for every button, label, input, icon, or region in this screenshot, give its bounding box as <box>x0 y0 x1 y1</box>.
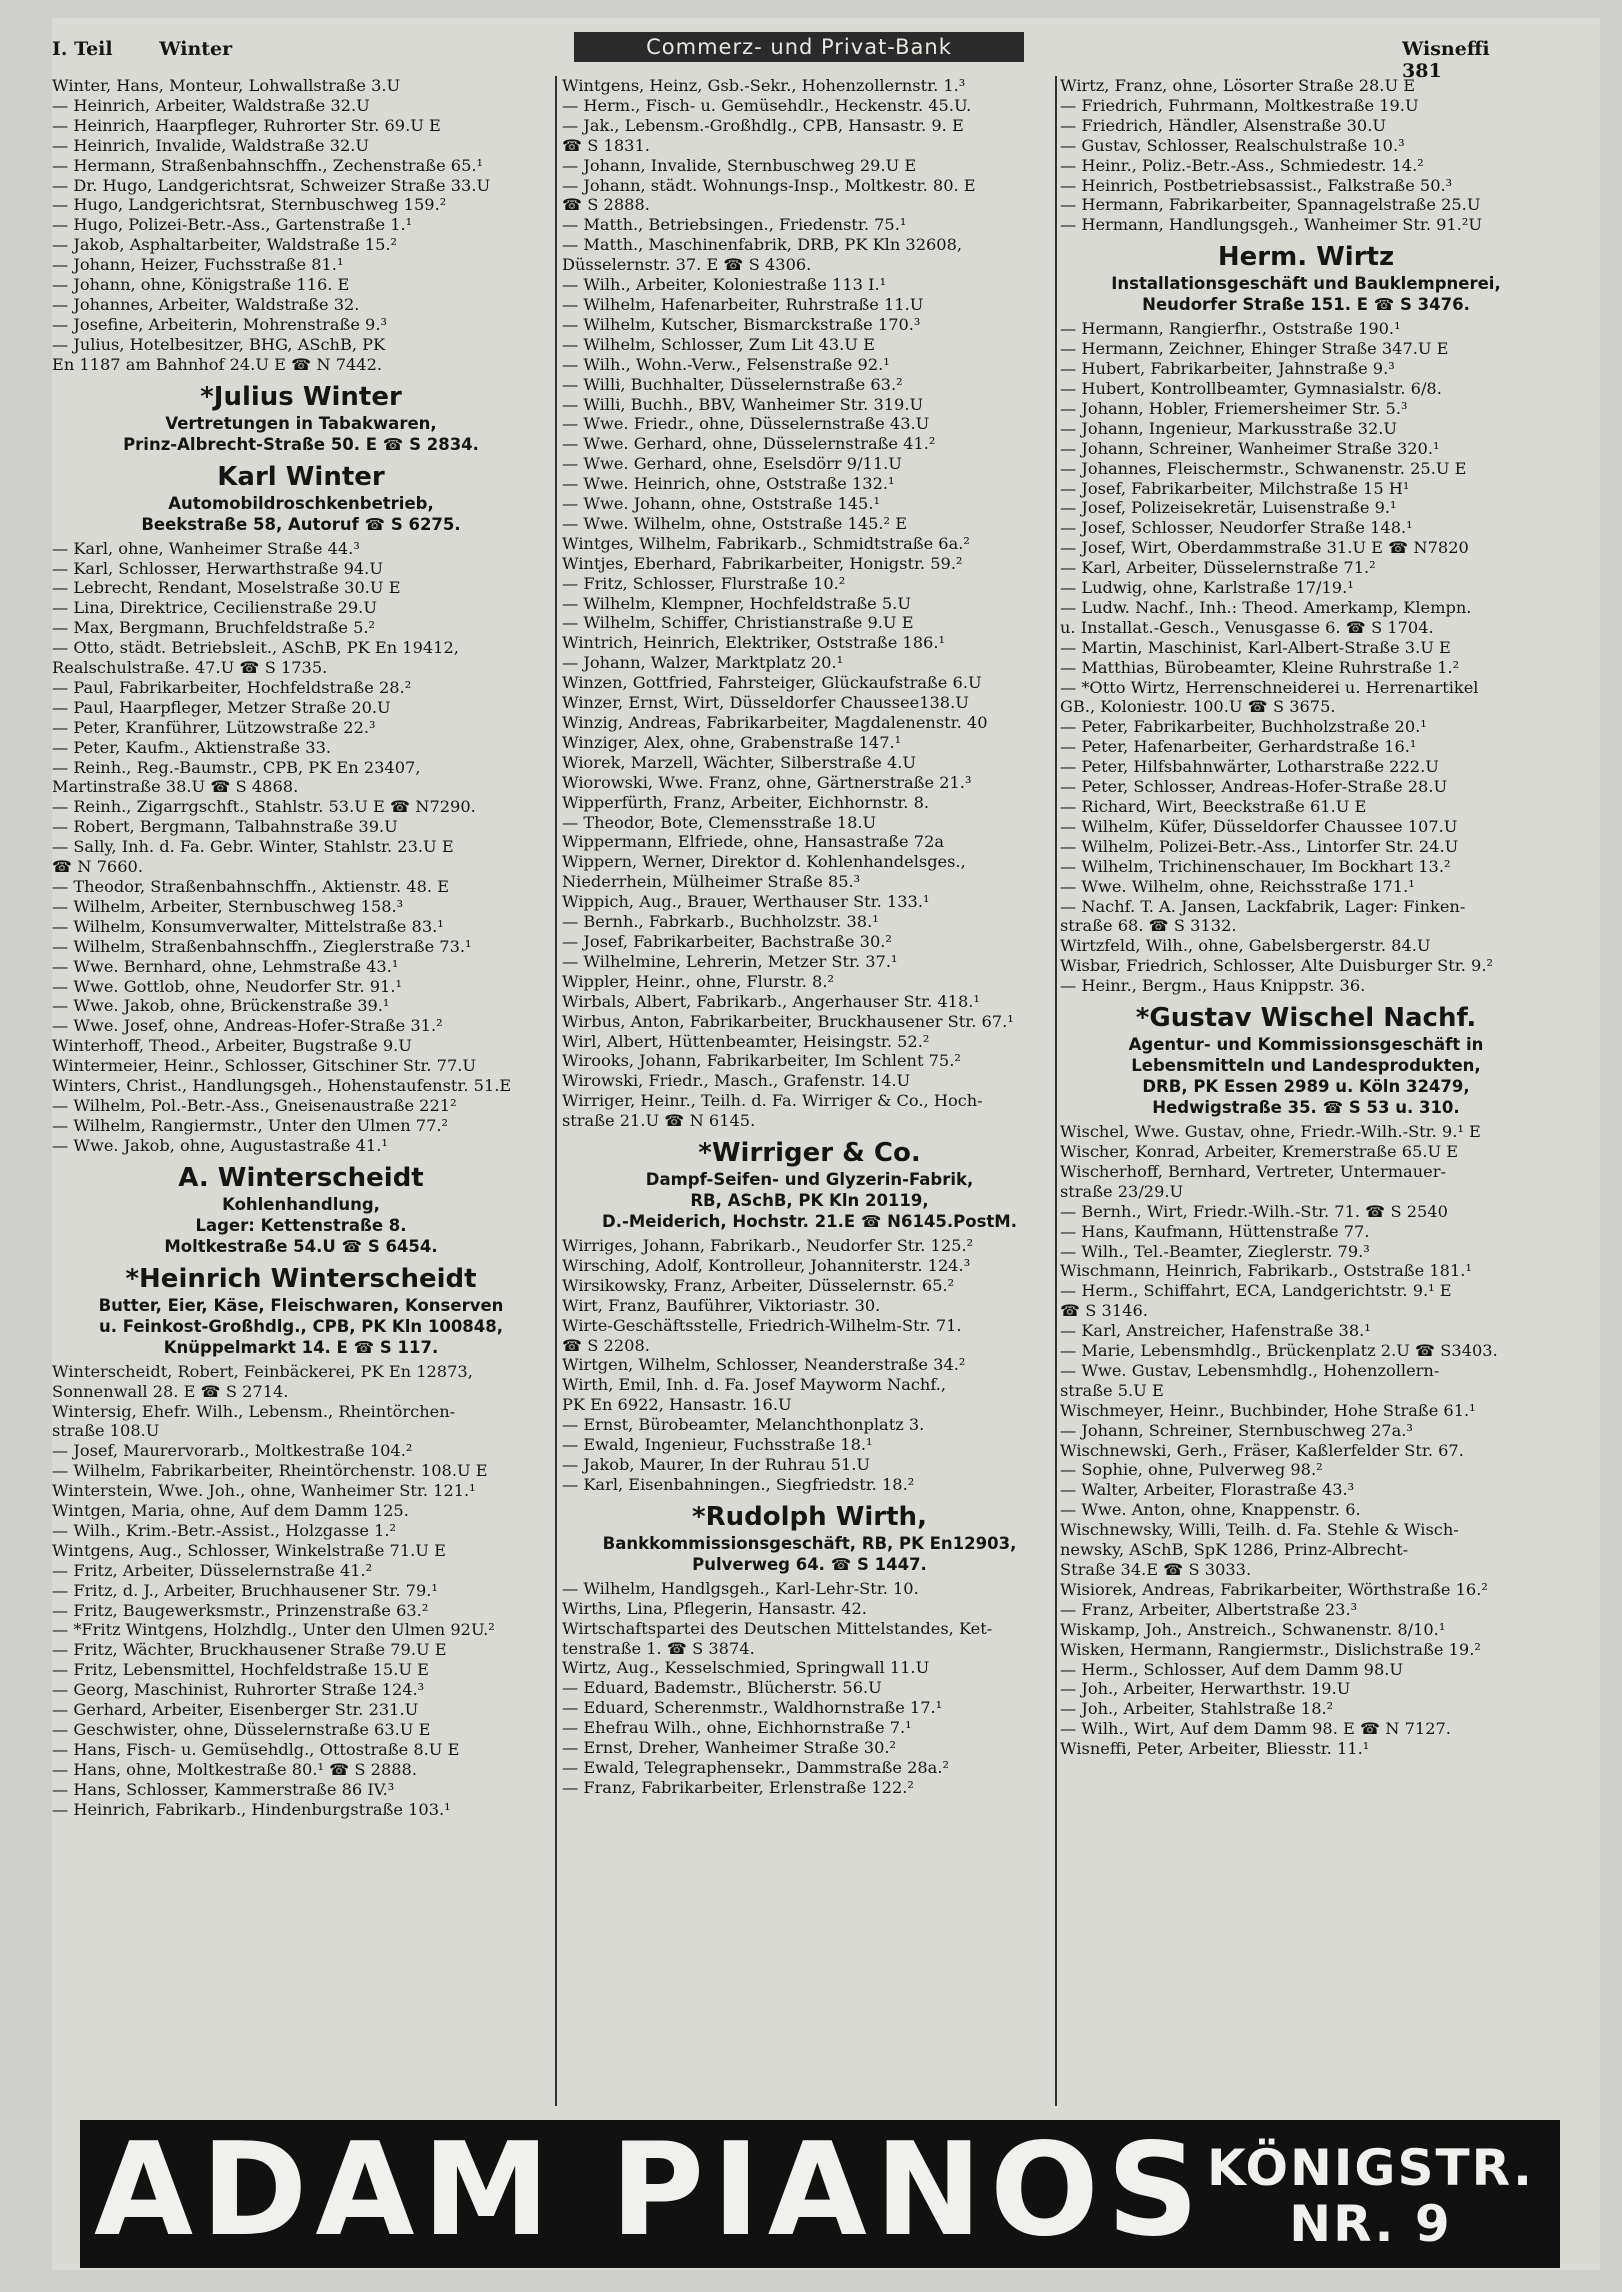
directory-entry: Wiskamp, Joh., Anstreich., Schwanenstr. 8/10.¹ <box>1060 1619 1446 1639</box>
ad-title: *Wirriger & Co. <box>698 1138 921 1169</box>
directory-entry: — Wwe. Gerhard, ohne, Düsselernstraße 41.² <box>562 434 936 454</box>
directory-entry: — Hermann, Straßenbahnschffn., Zechenstraße 65.¹ <box>52 155 484 175</box>
ad-line: Kohlenhandlung, <box>222 1194 380 1214</box>
directory-entry: — Ewald, Ingenieur, Fuchsstraße 18.¹ <box>562 1435 873 1455</box>
directory-entry: — *Otto Wirtz, Herrenschneiderei u. Herrenartikel <box>1060 677 1479 697</box>
directory-entry: Wippern, Werner, Direktor d. Kohlenhandelsges., <box>562 852 966 872</box>
directory-entry: — Jak., Lebensm.-Großhdlg., CPB, Hansastr. 9. E <box>562 115 964 135</box>
directory-entry: Wintgens, Aug., Schlosser, Winkelstraße 71.U E <box>52 1540 446 1560</box>
directory-entry: — Wwe. Bernhard, ohne, Lehmstraße 43.¹ <box>52 956 399 976</box>
directory-entry: — Fritz, Lebensmittel, Hochfeldstraße 15.U E <box>52 1660 429 1680</box>
directory-entry: — Wilhelm, Pol.-Betr.-Ass., Gneisenaustraße 221² <box>52 1095 457 1115</box>
directory-entry: — Josef, Fabrikarbeiter, Milchstraße 15 H¹ <box>1060 478 1410 498</box>
directory-entry: — Josef, Maurervorarb., Moltkestraße 104.² <box>52 1441 413 1461</box>
directory-entry: — Richard, Wirt, Beeckstraße 61.U E <box>1060 797 1367 816</box>
directory-entry: Wirtz, Franz, ohne, Lösorter Straße 28.U E <box>1060 76 1416 95</box>
directory-entry: — Wilhelm, Rangiermstr., Unter den Ulmen 77.² <box>52 1115 449 1135</box>
directory-entry: — Hermann, Zeichner, Ehinger Straße 347.U E <box>1060 339 1449 359</box>
directory-entry: — Fritz, d. J., Arbeiter, Bruchhausener Str. 79.¹ <box>52 1580 438 1600</box>
directory-entry: — Theodor, Straßenbahnschffn., Aktienstr. 48. E <box>52 877 450 896</box>
directory-entry: — Heinrich, Invalide, Waldstraße 32.U <box>52 135 370 155</box>
directory-entry: Wintersig, Ehefr. Wilh., Lebensm., Rheintörchen- <box>52 1401 456 1421</box>
directory-entry: — Geschwister, ohne, Düsselernstraße 63.U E <box>52 1720 431 1739</box>
directory-entry: — Nachf. T. A. Jansen, Lackfabrik, Lager: Finken- <box>1060 896 1466 916</box>
directory-entry: — Hugo, Landgerichtsrat, Sternbuschweg 159.² <box>52 195 447 215</box>
directory-entry: — Josef, Wirt, Oberdammstraße 31.U E ☎ N7820 <box>1060 538 1469 558</box>
directory-entry: Wischmann, Heinrich, Fabrikarb., Oststraße 181.¹ <box>1060 1261 1472 1281</box>
ad-title: *Rudolph Wirth, <box>692 1501 927 1532</box>
directory-entry: Wischer, Konrad, Arbeiter, Kremerstraße 65.U E <box>1060 1141 1459 1161</box>
directory-entry: Wirowski, Friedr., Masch., Grafenstr. 14.U <box>562 1071 911 1091</box>
directory-entry: Wirte-Geschäftsstelle, Friedrich-Wilhelm-Str. 71. <box>562 1315 962 1335</box>
part-label: I. Teil <box>52 38 113 60</box>
directory-entry: ☎ S 2888. <box>562 195 650 215</box>
directory-entry: Wirsching, Adolf, Kontrolleur, Johanniterstr. 124.³ <box>562 1255 971 1275</box>
directory-entry: — Karl, Anstreicher, Hafenstraße 38.¹ <box>1060 1321 1371 1341</box>
directory-entry: — Matth., Maschinenfabrik, DRB, PK Kln 32608, <box>562 235 963 255</box>
directory-entry: Wischel, Wwe. Gustav, ohne, Friedr.-Wilh.-Str. 9.¹ E <box>1060 1122 1481 1142</box>
directory-entry: ☎ N 7660. <box>52 857 143 877</box>
ad-title: Karl Winter <box>217 461 385 492</box>
directory-entry: Wintges, Wilhelm, Fabrikarb., Schmidtstraße 6a.² <box>562 533 970 553</box>
directory-entry: — Eduard, Scherenmstr., Waldhornstraße 17.¹ <box>562 1698 943 1718</box>
directory-entry: — Wilhelm, Fabrikarbeiter, Rheintörchenstr. 108.U E <box>52 1461 488 1481</box>
range-start: Winter <box>159 38 233 60</box>
directory-entry: — Martin, Maschinist, Karl-Albert-Straße 3.U E <box>1060 637 1451 657</box>
directory-entry: — Josef, Fabrikarbeiter, Bachstraße 30.² <box>562 931 892 951</box>
directory-entry: — Johannes, Fleischermstr., Schwanenstr. 25.U E <box>1060 458 1467 478</box>
directory-entry: Winterstein, Wwe. Joh., ohne, Wanheimer Str. 121.¹ <box>52 1481 476 1501</box>
ad-line: Dampf-Seifen- und Glyzerin-Fabrik, <box>645 1170 974 1190</box>
directory-entry: Wintgens, Heinz, Gsb.-Sekr., Hohenzollernstr. 1.³ <box>562 76 966 95</box>
directory-entry: — Gerhard, Arbeiter, Eisenberger Str. 231.U <box>52 1700 419 1720</box>
directory-entry: — Wilhelm, Handlgsgeh., Karl-Lehr-Str. 10. <box>562 1578 919 1598</box>
directory-entry: — Reinh., Reg.-Baumstr., CPB, PK En 23407, <box>52 757 421 777</box>
directory-entry: — Wilhelm, Schiffer, Christianstraße 9.U E <box>562 613 914 633</box>
directory-entry: — Heinrich, Fabrikarb., Hindenburgstraße 103.¹ <box>52 1799 451 1819</box>
ad-title: *Julius Winter <box>200 381 402 412</box>
directory-entry: — Johann, Walzer, Marktplatz 20.¹ <box>562 653 844 673</box>
ad-line: Agentur- und Kommissionsgeschäft in <box>1128 1035 1484 1055</box>
directory-entry: — Peter, Hafenarbeiter, Gerhardstraße 16.¹ <box>1060 737 1417 757</box>
directory-entry: — Bernh., Wirt, Friedr.-Wilh.-Str. 71. ☎ S 2540 <box>1060 1201 1448 1221</box>
directory-entry: — Wwe. Gustav, Lebensmhdlg., Hohenzollern- <box>1060 1360 1440 1380</box>
directory-entry: — Wilhelm, Schlosser, Zum Lit 43.U E <box>562 334 875 354</box>
directory-entry: Wisken, Hermann, Rangiermstr., Dislichstraße 19.² <box>1060 1639 1481 1659</box>
directory-entry: — Johann, Ingenieur, Markusstraße 32.U <box>1060 418 1398 438</box>
directory-entry: — Wilhelmine, Lehrerin, Metzer Str. 37.¹ <box>562 951 898 971</box>
directory-page <box>52 18 1600 2270</box>
directory-entry: Wiorek, Marzell, Wächter, Silberstraße 4.U <box>562 752 917 772</box>
directory-entry: — Franz, Arbeiter, Albertstraße 23.³ <box>1060 1599 1358 1619</box>
ad-line: Installationsgeschäft und Bauklempnerei, <box>1111 274 1501 294</box>
header-left <box>52 38 272 60</box>
ad-line: Beekstraße 58, Autoruf ☎ S 6275. <box>141 514 461 534</box>
directory-entry: — Fritz, Arbeiter, Düsselernstraße 41.² <box>52 1560 373 1580</box>
directory-entry: tenstraße 1. ☎ S 3874. <box>562 1638 755 1658</box>
directory-entry: — Matthias, Bürobeamter, Kleine Ruhrstraße 1.² <box>1060 657 1460 677</box>
advertisement-block <box>52 461 550 535</box>
directory-entry: — Hermann, Rangierfhr., Oststraße 190.¹ <box>1060 319 1401 339</box>
directory-entry: — Hans, Kaufmann, Hüttenstraße 77. <box>1060 1221 1370 1241</box>
directory-entry: Wischmeyer, Heinr., Buchbinder, Hohe Straße 61.¹ <box>1060 1400 1476 1420</box>
directory-entry: Wirtzfeld, Wilh., ohne, Gabelsbergerstr. 84.U <box>1060 936 1431 956</box>
directory-entry: — Wwe. Heinrich, ohne, Oststraße 132.¹ <box>562 474 895 494</box>
page-number: 381 <box>1402 60 1442 82</box>
directory-entry: — Karl, Eisenbahningen., Siegfriedstr. 18.² <box>562 1474 915 1494</box>
directory-entry: — Herm., Schlosser, Auf dem Damm 98.U <box>1060 1659 1404 1679</box>
column-2 <box>562 76 1057 2111</box>
directory-entry: — Ewald, Telegraphensekr., Dammstraße 28a.² <box>562 1757 949 1777</box>
directory-entry: — Peter, Schlosser, Andreas-Hofer-Straße 28.U <box>1060 777 1448 797</box>
directory-entry: PK En 6922, Hansastr. 16.U <box>562 1395 792 1415</box>
directory-entry: — Wilhelm, Polizei-Betr.-Ass., Lintorfer Str. 24.U <box>1060 836 1459 856</box>
page-header <box>52 32 1552 82</box>
directory-entry: Wirtz, Aug., Kesselschmied, Springwall 11.U <box>562 1658 930 1678</box>
directory-entry: Wintjes, Eberhard, Fabrikarbeiter, Honigstr. 59.² <box>562 553 963 573</box>
directory-entry: Winzig, Andreas, Fabrikarbeiter, Magdalenenstr. 40 <box>562 713 988 732</box>
directory-entry: Wirt, Franz, Bauführer, Viktoriastr. 30. <box>562 1295 881 1315</box>
directory-entry: — Johann, Invalide, Sternbuschweg 29.U E <box>562 155 917 175</box>
directory-entry: — Wwe. Gottlob, ohne, Neudorfer Str. 91.¹ <box>52 976 402 996</box>
directory-entry: En 1187 am Bahnhof 24.U E ☎ N 7442. <box>52 354 383 374</box>
directory-entry: straße 5.U E <box>1060 1380 1164 1400</box>
ad-line: u. Feinkost-Großhdlg., CPB, PK Kln 100848, <box>98 1316 504 1336</box>
directory-entry: Winzer, Ernst, Wirt, Düsseldorfer Chaussee138.U <box>562 693 969 713</box>
directory-entry: — Lina, Direktrice, Cecilienstraße 29.U <box>52 598 377 618</box>
directory-entry: — Johann, Schreiner, Wanheimer Straße 320.¹ <box>1060 438 1440 458</box>
directory-entry: u. Installat.-Gesch., Venusgasse 6. ☎ S 1704. <box>1060 617 1434 637</box>
directory-entry: Winzen, Gottfried, Fahrsteiger, Glückaufstraße 6.U <box>562 673 982 693</box>
directory-entry: — Georg, Maschinist, Ruhrorter Straße 124.³ <box>52 1680 425 1700</box>
directory-entry: — Hubert, Kontrollbeamter, Gymnasialstr. 6/8. <box>1060 378 1442 398</box>
directory-entry: — Sally, Inh. d. Fa. Gebr. Winter, Stahlstr. 23.U E <box>52 837 454 857</box>
directory-entry: — Hans, Fisch- u. Gemüsehdlg., Ottostraße 8.U E <box>52 1739 460 1759</box>
directory-entry: Straße 34.E ☎ S 3033. <box>1060 1560 1252 1579</box>
directory-entry: Realschulstraße. 47.U ☎ S 1735. <box>52 658 328 678</box>
directory-entry: — Wilh., Arbeiter, Koloniestraße 113 I.¹ <box>562 275 887 295</box>
directory-entry: — Wilhelm, Trichinenschauer, Im Bockhart 13.² <box>1060 856 1451 876</box>
directory-entry: — Wilhelm, Küfer, Düsseldorfer Chaussee 107.U <box>1060 816 1458 836</box>
directory-entry: — Josef, Polizeisekretär, Luisenstraße 9.¹ <box>1060 498 1397 518</box>
directory-entry: — Jakob, Asphaltarbeiter, Waldstraße 15.² <box>52 235 398 255</box>
directory-entry: — Peter, Kaufm., Aktienstraße 33. <box>52 737 332 757</box>
directory-entry: Wintermeier, Heinr., Schlosser, Gitschiner Str. 77.U <box>52 1056 477 1076</box>
directory-entry: — Herm., Schiffahrt, ECA, Landgerichtstr. 9.¹ E <box>1060 1281 1452 1301</box>
directory-entry: — Paul, Haarpfleger, Metzer Straße 20.U <box>52 697 391 717</box>
directory-entry: — Friedrich, Händler, Alsenstraße 30.U <box>1060 115 1386 135</box>
column-3 <box>1060 76 1552 2111</box>
directory-entry: Winters, Christ., Handlungsgeh., Hohenstaufenstr. 51.E <box>52 1076 512 1096</box>
directory-entry: Winterhoff, Theod., Arbeiter, Bugstraße 9.U <box>52 1036 412 1056</box>
directory-entry: Wiorowski, Wwe. Franz, ohne, Gärtnerstraße 21.³ <box>562 772 972 792</box>
directory-entry: — Johann, Schreiner, Sternbuschweg 27a.³ <box>1060 1420 1413 1440</box>
directory-entry: — Peter, Hilfsbahnwärter, Lotharstraße 222.U <box>1060 757 1439 777</box>
directory-entry: — Wwe. Gerhard, ohne, Eselsdörr 9/11.U <box>562 454 902 474</box>
directory-entry: — Joh., Arbeiter, Herwarthstr. 19.U <box>1060 1679 1351 1699</box>
ad-line: Moltkestraße 54.U ☎ S 6454. <box>164 1236 438 1256</box>
directory-entry: newsky, ASchB, SpK 1286, Prinz-Albrecht- <box>1060 1540 1409 1560</box>
directory-entry: — Friedrich, Fuhrmann, Moltkestraße 19.U <box>1060 95 1419 115</box>
ad-line: Vertretungen in Tabakwaren, <box>165 413 437 433</box>
directory-entry: Wirths, Lina, Pflegerin, Hansastr. 42. <box>562 1598 867 1618</box>
directory-entry: Wischerhoff, Bernhard, Vertreter, Untermauer- <box>1060 1161 1446 1181</box>
directory-entry: — Wwe. Anton, ohne, Knappenstr. 6. <box>1060 1500 1361 1520</box>
advertisement-banner <box>80 2116 1560 2268</box>
directory-entry: Wirl, Albert, Hüttenbeamter, Heisingstr. 52.² <box>562 1031 930 1051</box>
directory-entry: — Willi, Buchhalter, Düsselernstraße 63.² <box>562 374 903 394</box>
directory-entry: — Ludwig, ohne, Karlstraße 17/19.¹ <box>1060 578 1354 598</box>
directory-entry: Wisneffi, Peter, Arbeiter, Bliesstr. 11.¹ <box>1060 1739 1370 1759</box>
directory-entry: — Heinrich, Postbetriebsassist., Falkstraße 50.³ <box>1060 175 1453 195</box>
directory-entry: — Dr. Hugo, Landgerichtsrat, Schweizer Straße 33.U <box>52 175 491 195</box>
directory-entry: Wischnewsky, Willi, Teilh. d. Fa. Stehle & Wisch- <box>1060 1520 1459 1540</box>
directory-entry: Wirriger, Heinr., Teilh. d. Fa. Wirriger & Co., Hoch- <box>562 1091 983 1111</box>
directory-entry: Wirooks, Johann, Fabrikarbeiter, Im Schlent 75.² <box>562 1051 961 1071</box>
directory-entry: Winterscheidt, Robert, Feinbäckerei, PK En 12873, <box>52 1361 473 1381</box>
directory-entry: Wisiorek, Andreas, Fabrikarbeiter, Wörthstraße 16.² <box>1060 1579 1488 1599</box>
directory-entry: Wirbals, Albert, Fabrikarb., Angerhauser Str. 418.¹ <box>562 991 980 1011</box>
directory-entry: straße 108.U <box>52 1421 160 1441</box>
directory-entry: — Hans, Schlosser, Kammerstraße 86 IV.³ <box>52 1779 395 1799</box>
directory-entry: Wintgen, Maria, ohne, Auf dem Damm 125. <box>52 1501 409 1521</box>
directory-entry: — Hans, ohne, Moltkestraße 80.¹ ☎ S 2888. <box>52 1759 417 1779</box>
directory-entry: — Wwe. Friedr., ohne, Düsselernstraße 43.U <box>562 414 930 434</box>
directory-entry: Winter, Hans, Monteur, Lohwallstraße 3.U <box>52 76 401 95</box>
directory-entry: Wippermann, Elfriede, ohne, Hansastraße 72a <box>562 832 945 852</box>
ad-line: Knüppelmarkt 14. E ☎ S 117. <box>163 1337 439 1357</box>
directory-entry: — Wilh., Wohn.-Verw., Felsenstraße 92.¹ <box>562 354 890 374</box>
directory-entry: — Wilhelm, Klempner, Hochfeldstraße 5.U <box>562 593 911 613</box>
directory-entry: — Josef, Schlosser, Neudorfer Straße 148.¹ <box>1060 518 1413 538</box>
advertisement-block <box>562 1501 1057 1575</box>
directory-entry: ☎ S 1831. <box>562 135 650 155</box>
directory-entry: straße 68. ☎ S 3132. <box>1060 916 1237 936</box>
range-end: Wisneffi <box>1402 38 1490 60</box>
directory-entry: ☎ S 3146. <box>1060 1301 1148 1321</box>
directory-entry: — Karl, Arbeiter, Düsselernstraße 71.² <box>1060 558 1376 578</box>
directory-entry: — Heinrich, Arbeiter, Waldstraße 32.U <box>52 95 370 115</box>
directory-entry: — Heinrich, Haarpfleger, Ruhrorter Str. 69.U E <box>52 115 441 135</box>
directory-entry: — Fritz, Baugewerksmstr., Prinzenstraße 63.² <box>52 1600 429 1620</box>
directory-entry: — Otto, städt. Betriebsleit., ASchB, PK En 19412, <box>52 638 459 658</box>
ad-line: Bankkommissionsgeschäft, RB, PK En12903, <box>602 1533 1017 1553</box>
directory-entry: — Wilhelm, Kutscher, Bismarckstraße 170.³ <box>562 314 921 334</box>
directory-entry: — Reinh., Zigarrgschft., Stahlstr. 53.U E ☎ N7290. <box>52 797 476 817</box>
directory-entry: — Joh., Arbeiter, Stahlstraße 18.² <box>1060 1699 1334 1719</box>
directory-entry: — Franz, Fabrikarbeiter, Erlenstraße 122.² <box>562 1777 914 1797</box>
directory-entry: — Heinr., Poliz.-Betr.-Ass., Schmiedestr. 14.² <box>1060 155 1424 175</box>
directory-entry: — Max, Bergmann, Bruchfeldstraße 5.² <box>52 618 376 638</box>
ad-line: Automobildroschkenbetrieb, <box>168 493 434 513</box>
banner-title: ADAM PIANOS <box>94 2116 1207 2265</box>
directory-entry: Wintrich, Heinrich, Elektriker, Oststraße 186.¹ <box>562 633 945 653</box>
directory-entry: Wirsikowsky, Franz, Arbeiter, Düsselernstr. 65.² <box>562 1275 955 1295</box>
directory-entry: — Gustav, Schlosser, Realschulstraße 10.³ <box>1060 135 1405 155</box>
directory-entry: — Wilh., Krim.-Betr.-Assist., Holzgasse 1.² <box>52 1520 397 1540</box>
directory-entry: — Karl, Schlosser, Herwarthstraße 94.U <box>52 558 383 578</box>
directory-entry: Wisbar, Friedrich, Schlosser, Alte Duisburger Str. 9.² <box>1060 956 1493 976</box>
directory-entry: — Hubert, Fabrikarbeiter, Jahnstraße 9.³ <box>1060 359 1395 379</box>
directory-entry: — Theodor, Bote, Clemensstraße 18.U <box>562 812 877 832</box>
ad-title: *Gustav Wischel Nachf. <box>1135 1003 1477 1034</box>
directory-entry: Wirbus, Anton, Fabrikarbeiter, Bruckhausener Str. 67.¹ <box>562 1011 1014 1031</box>
directory-entry: — Walter, Arbeiter, Florastraße 43.³ <box>1060 1480 1355 1500</box>
directory-entry: — Wilhelm, Straßenbahnschffn., Zieglerstraße 73.¹ <box>52 936 472 956</box>
directory-entry: Wischnewski, Gerh., Fräser, Kaßlerfelder Str. 67. <box>1060 1440 1464 1460</box>
directory-entry: — Johann, Heizer, Fuchsstraße 81.¹ <box>52 255 344 275</box>
ad-title: *Heinrich Winterscheidt <box>125 1263 477 1294</box>
advertisement-block <box>1060 1002 1552 1118</box>
banner-number: NR. 9 <box>1289 2195 1452 2253</box>
directory-entry: Winziger, Alex, ohne, Grabenstraße 147.¹ <box>562 732 902 752</box>
directory-entry: — Matth., Betriebsingen., Friedenstr. 75.¹ <box>562 215 907 235</box>
directory-entry: Düsselernstr. 37. E ☎ S 4306. <box>562 255 812 275</box>
directory-entry: Wirtgen, Wilhelm, Schlosser, Neanderstraße 34.² <box>562 1355 966 1375</box>
advertisement-block <box>52 1162 550 1257</box>
directory-entry: Wirriges, Johann, Fabrikarb., Neudorfer Str. 125.² <box>562 1236 974 1256</box>
directory-entry: — Paul, Fabrikarbeiter, Hochfeldstraße 28.² <box>52 677 412 697</box>
directory-entry: — Karl, ohne, Wanheimer Straße 44.³ <box>52 538 360 558</box>
advertisement-block <box>52 381 550 455</box>
directory-entry: — Wwe. Jakob, ohne, Augustastraße 41.¹ <box>52 1135 388 1155</box>
directory-entry: — Johannes, Arbeiter, Waldstraße 32. <box>52 294 360 314</box>
directory-entry: — Wilh., Tel.-Beamter, Zieglerstr. 79.³ <box>1060 1241 1370 1261</box>
ad-line: RB, ASchB, PK Kln 20119, <box>690 1191 929 1211</box>
directory-entry: straße 21.U ☎ N 6145. <box>562 1111 756 1131</box>
directory-entry: — Robert, Bergmann, Talbahnstraße 39.U <box>52 817 398 837</box>
directory-entry: straße 23/29.U <box>1060 1181 1184 1201</box>
directory-entry: — Heinr., Bergm., Haus Knippstr. 36. <box>1060 976 1366 996</box>
ad-title: Herm. Wirtz <box>1217 242 1395 273</box>
directory-entry: Wipperfürth, Franz, Arbeiter, Eichhornstr. 8. <box>562 792 930 812</box>
directory-entry: Martinstraße 38.U ☎ S 4868. <box>52 777 299 797</box>
directory-entry: GB., Koloniestr. 100.U ☎ S 3675. <box>1060 697 1336 717</box>
column-1 <box>52 76 550 2111</box>
bank-banner: Commerz- und Privat-Bank <box>574 32 1024 62</box>
ad-line: Lager: Kettenstraße 8. <box>195 1215 407 1235</box>
directory-entry: Sonnenwall 28. E ☎ S 2714. <box>52 1381 289 1401</box>
directory-entry: — Wilhelm, Konsumverwalter, Mittelstraße 83.¹ <box>52 916 444 936</box>
directory-entry: — Ernst, Bürobeamter, Melanchthonplatz 3. <box>562 1415 925 1435</box>
directory-entry: — Wilh., Wirt, Auf dem Damm 98. E ☎ N 7127. <box>1060 1719 1451 1739</box>
directory-entry: ☎ S 2208. <box>562 1335 650 1355</box>
directory-entry: — Peter, Kranführer, Lützowstraße 22.³ <box>52 717 376 737</box>
directory-entry: — Fritz, Wächter, Bruckhausener Straße 79.U E <box>52 1640 447 1660</box>
directory-entry: — Wilhelm, Arbeiter, Sternbuschweg 158.³ <box>52 896 404 916</box>
directory-entry: — Peter, Fabrikarbeiter, Buchholzstraße 20.¹ <box>1060 717 1427 737</box>
ad-line: DRB, PK Essen 2989 u. Köln 32479, <box>1142 1077 1470 1097</box>
directory-entry: — Ehefrau Wilh., ohne, Eichhornstraße 7.¹ <box>562 1718 912 1738</box>
ad-line: Butter, Eier, Käse, Fleischwaren, Konserven <box>98 1295 504 1315</box>
directory-entry: — Eduard, Bademstr., Blücherstr. 56.U <box>562 1678 882 1698</box>
directory-entry: — Wwe. Wilhelm, ohne, Oststraße 145.² E <box>562 513 908 533</box>
directory-entry: — Fritz, Schlosser, Flurstraße 10.² <box>562 573 846 593</box>
directory-entry: — Hermann, Handlungsgeh., Wanheimer Str. 91.²U <box>1060 215 1482 235</box>
directory-entry: — Willi, Buchh., BBV, Wanheimer Str. 319.U <box>562 394 924 414</box>
directory-entry: — Johann, Hobler, Friemersheimer Str. 5.³ <box>1060 398 1408 418</box>
directory-entry: — Wwe. Josef, ohne, Andreas-Hofer-Straße 31.² <box>52 1016 443 1036</box>
banner-address <box>1207 2140 1534 2252</box>
ad-line: D.-Meiderich, Hochstr. 21.E ☎ N6145.PostM. <box>602 1212 1017 1232</box>
directory-entry: — Marie, Lebensmhdlg., Brückenplatz 2.U ☎ S3403. <box>1060 1341 1498 1361</box>
directory-entry: Wirtschaftspartei des Deutschen Mittelstandes, Ket- <box>562 1618 993 1638</box>
ad-title: A. Winterscheidt <box>178 1162 424 1193</box>
directory-entry: — Lebrecht, Rendant, Moselstraße 30.U E <box>52 578 401 598</box>
banner-street: KÖNIGSTR. <box>1206 2139 1534 2197</box>
directory-entry: — Wwe. Wilhelm, ohne, Reichsstraße 171.¹ <box>1060 876 1415 896</box>
advertisement-block <box>562 1137 1057 1232</box>
directory-entry: — Herm., Fisch- u. Gemüsehdlr., Heckenstr. 45.U. <box>562 95 972 115</box>
column-divider <box>555 76 557 2106</box>
directory-entry: Wippich, Aug., Brauer, Werthauser Str. 133.¹ <box>562 892 930 912</box>
directory-entry: Wirth, Emil, Inh. d. Fa. Josef Mayworm Nachf., <box>562 1375 947 1395</box>
directory-entry: — Wwe. Jakob, ohne, Brückenstraße 39.¹ <box>52 996 390 1016</box>
directory-entry: Wippler, Heinr., ohne, Flurstr. 8.² <box>562 971 834 991</box>
directory-entry: — Ludw. Nachf., Inh.: Theod. Amerkamp, Klempn. <box>1060 597 1472 617</box>
advertisement-block <box>1060 241 1552 315</box>
directory-entry: — Wilhelm, Hafenarbeiter, Ruhrstraße 11.U <box>562 294 924 314</box>
directory-entry: — Wwe. Johann, ohne, Oststraße 145.¹ <box>562 494 880 514</box>
ad-line: Lebensmitteln und Landesprodukten, <box>1131 1056 1481 1076</box>
ad-line: Pulverweg 64. ☎ S 1447. <box>692 1554 927 1574</box>
advertisement-block <box>52 1263 550 1358</box>
directory-entry: Niederrhein, Mülheimer Straße 85.³ <box>562 872 861 892</box>
directory-entry: — Hermann, Fabrikarbeiter, Spannagelstraße 25.U <box>1060 195 1481 215</box>
directory-entry: — Sophie, ohne, Pulverweg 98.² <box>1060 1460 1323 1480</box>
directory-entry: — Bernh., Fabrkarb., Buchholzstr. 38.¹ <box>562 912 879 932</box>
ad-line: Prinz-Albrecht-Straße 50. E ☎ S 2834. <box>123 434 479 454</box>
directory-entry: — Hugo, Polizei-Betr.-Ass., Gartenstraße 1.¹ <box>52 215 413 235</box>
ad-line: Neudorfer Straße 151. E ☎ S 3476. <box>1142 295 1470 315</box>
directory-entry: — Jakob, Maurer, In der Ruhrau 51.U <box>562 1455 871 1474</box>
directory-entry: — Julius, Hotelbesitzer, BHG, ASchB, PK <box>52 334 386 354</box>
directory-entry: — Ernst, Dreher, Wanheimer Straße 30.² <box>562 1738 897 1758</box>
ad-line: Hedwigstraße 35. ☎ S 53 u. 310. <box>1152 1098 1460 1118</box>
directory-entry: — Johann, städt. Wohnungs-Insp., Moltkestr. 80. E <box>562 175 976 195</box>
directory-entry: — Josefine, Arbeiterin, Mohrenstraße 9.³ <box>52 314 387 334</box>
directory-entry: — Johann, ohne, Königstraße 116. E <box>52 275 350 295</box>
directory-entry: — *Fritz Wintgens, Holzhdlg., Unter den Ulmen 92U.² <box>52 1620 495 1640</box>
